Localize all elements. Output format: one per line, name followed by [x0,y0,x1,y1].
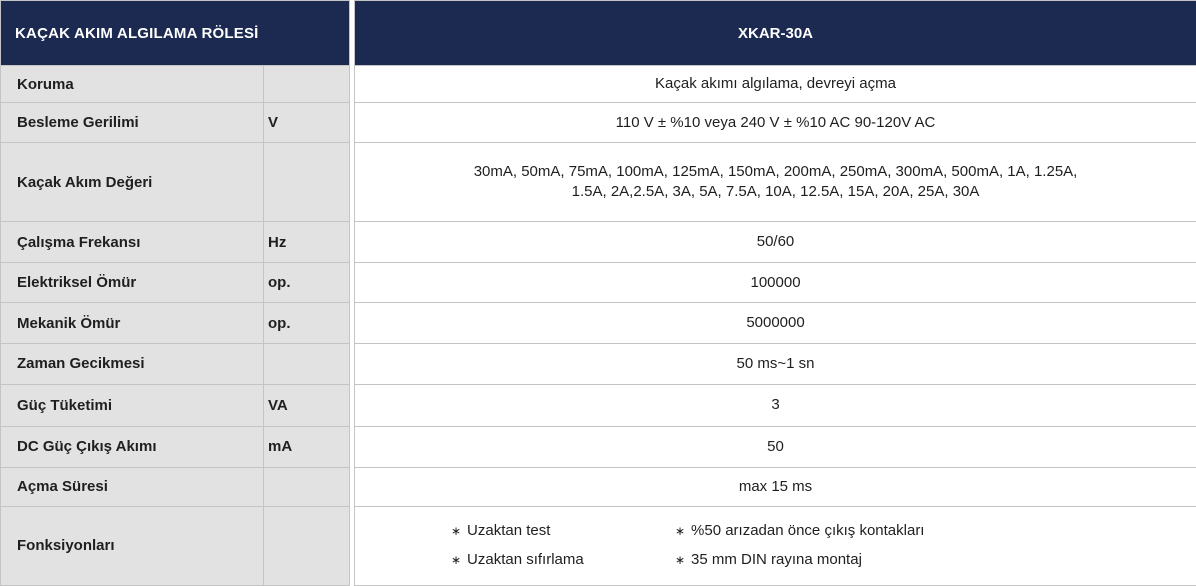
row-value: 50 ms~1 sn [355,343,1196,384]
table-row [1,143,1196,222]
function-item: ∗ 35 mm DIN rayına montaj [675,551,862,569]
leakage-values-line-1: 30mA, 50mA, 75mA, 100mA, 125mA, 150mA, 200mA, 250mA, 300mA, 500mA, 1A, 1.25A, [473,163,1078,181]
header-row [1,1,1196,66]
table-row [1,303,1196,343]
table-row [1,263,1196,303]
model-name: XKAR-30A [355,1,1196,66]
table-row [1,426,1196,467]
row-label: DC Güç Çıkış Akımı [1,426,264,467]
leakage-values-line-2: 1.5A, 2A,2.5A, 3A, 5A, 7.5A, 10A, 12.5A, 15A, 20A, 25A, 30A [571,183,980,201]
row-label: Çalışma Frekansı [1,222,264,263]
row-unit: V [264,103,350,143]
row-value: 3 [355,384,1196,426]
function-item: ∗ %50 arızadan önce çıkış kontakları [675,522,925,540]
row-unit: VA [264,384,350,426]
asterisk-bullet-icon: ∗ [451,524,462,539]
row-label: Elektriksel Ömür [1,263,264,303]
row-label: Kaçak Akım Değeri [1,143,264,222]
row-value: 100000 [355,263,1196,303]
row-label: Fonksiyonları [1,506,264,585]
row-label: Besleme Gerilimi [1,103,264,143]
table-row [1,222,1196,263]
row-unit: op. [264,303,350,343]
row-value: Kaçak akımı algılama, devreyi açma [355,66,1196,103]
row-unit: Hz [264,222,350,263]
row-label: Mekanik Ömür [1,303,264,343]
function-item: ∗ Uzaktan test [451,522,551,540]
table-row-functions [1,506,1196,585]
row-label: Güç Tüketimi [1,384,264,426]
row-label: Açma Süresi [1,467,264,506]
asterisk-bullet-icon: ∗ [675,524,686,539]
row-value [355,143,1196,222]
asterisk-bullet-icon: ∗ [675,553,686,568]
row-label: Koruma [1,66,264,103]
row-value: 5000000 [355,303,1196,343]
functions-column-right [675,521,924,570]
row-value: max 15 ms [355,467,1196,506]
table-row [1,343,1196,384]
row-value: 110 V ± %10 veya 240 V ± %10 AC 90-120V AC [355,103,1196,143]
row-value: 50/60 [355,222,1196,263]
product-title: KAÇAK AKIM ALGILAMA RÖLESİ [1,1,350,66]
row-unit [264,66,350,103]
table-row [1,66,1196,103]
row-unit [264,343,350,384]
row-unit: op. [264,263,350,303]
functions-list [355,521,1196,570]
row-unit [264,467,350,506]
table-row [1,467,1196,506]
function-item: ∗ Uzaktan sıfırlama [451,551,584,569]
functions-cell [355,506,1196,585]
row-value: 50 [355,426,1196,467]
row-label: Zaman Gecikmesi [1,343,264,384]
row-unit [264,506,350,585]
functions-column-left [451,521,675,570]
asterisk-bullet-icon: ∗ [451,553,462,568]
table-row [1,103,1196,143]
row-unit: mA [264,426,350,467]
table-row [1,384,1196,426]
row-unit [264,143,350,222]
